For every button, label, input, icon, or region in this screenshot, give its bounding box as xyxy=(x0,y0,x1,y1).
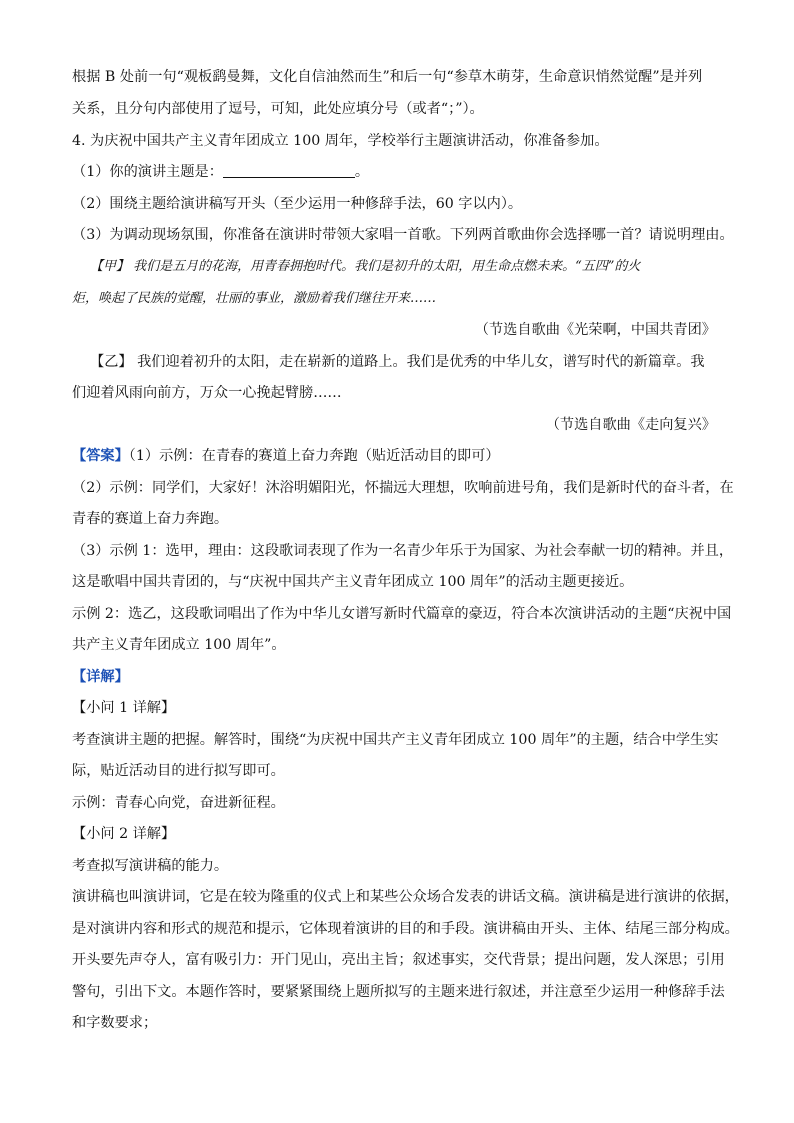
answer-text: 这是歌唱中国共青团的，与“庆祝中国共产主义青年团成立 100 周年”的活动主题更接近。 xyxy=(72,574,634,590)
answer-text: 青春的赛道上奋力奔跑。 xyxy=(72,511,229,527)
answer-line-1 xyxy=(72,446,722,466)
lyric-jia: 【甲】 我们是五月的花海，用青春拥抱时代。我们是初升的太阳，用生命点燃未来。“五四”的火 xyxy=(90,259,641,274)
answer-blank xyxy=(223,163,355,178)
answer-text: 示例 2：选乙，这段歌词唱出了作为中华儿女谱写新时代篇章的豪迈，符合本次演讲活动的主题“庆祝中国 xyxy=(72,606,732,622)
sub-question-2-heading: 【小问 2 详解】 xyxy=(72,826,176,842)
detail-tag: 【详解】 xyxy=(72,669,129,685)
question-4-part-1 xyxy=(72,162,722,182)
answer-text: （2）示例：同学们，大家好！沐浴明媚阳光，怀揣远大理想，吹响前进号角，我们是新时代的奋斗者，在 xyxy=(72,480,734,496)
text-line: 关系，且分句内部使用了逗号，可知，此处应填分号（或者“；”）。 xyxy=(72,101,484,117)
question-text: 。 xyxy=(354,164,370,180)
question-4-part-3: （3）为调动现场氛围，你准备在演讲时带领大家唱一首歌。下列两首歌曲你会选择哪一首？请说明理由。 xyxy=(72,227,734,243)
question-4-part-2: （2）围绕主题给演讲稿写开头（至少运用一种修辞手法，60 字以内）。 xyxy=(72,196,523,212)
explanation-text: 考查拟写演讲稿的能力。 xyxy=(72,858,229,874)
answer-text: （1）示例：在青春的赛道上奋力奔跑（贴近活动目的即可） xyxy=(128,448,500,464)
explanation-text: 考查演讲主题的把握。解答时，围绕“为庆祝中国共产主义青年团成立 100 周年”的主题，结合中学生实 xyxy=(72,732,719,748)
lyric-jia: 炬，唤起了民族的觉醒，壮丽的事业，激励着我们继往开来…… xyxy=(72,291,437,306)
answer-text: （3）示例 1：选甲，理由：这段歌词表现了作为一名青少年乐于为国家、为社会奉献一切的精神。并且， xyxy=(72,543,734,559)
answer-tag: 【答案】 xyxy=(72,448,129,464)
explanation-text: 是对演讲内容和形式的规范和提示，它体现着演讲的目的和手段。演讲稿由开头、主体、结尾三部分构成。 xyxy=(72,921,739,937)
lyric-yi: 【乙】 我们迎着初升的太阳，走在崭新的道路上。我们是优秀的中华儿女，谱写时代的新篇章。我 xyxy=(90,354,705,370)
question-4: 4. 为庆祝中国共产主义青年团成立 100 周年，学校举行主题演讲活动，你准备参加。 xyxy=(72,133,609,149)
explanation-text: 和字数要求； xyxy=(72,1015,158,1031)
explanation-text: 示例：青春心向党，奋进新征程。 xyxy=(72,795,285,811)
explanation-text: 演讲稿也叫演讲词，它是在较为隆重的仪式上和某些公众场合发表的讲话文稿。演讲稿是进行演讲的依据， xyxy=(72,889,739,905)
text-line: 根据 B 处前一句“观板鹞曼舞，文化自信油然而生”和后一句“参草木萌芽，生命意识悄然觉醒”是并列 xyxy=(72,69,703,85)
lyric-source: （节选自歌曲《光荣啊，中国共青团》 xyxy=(474,322,716,338)
question-text: （1）你的演讲主题是： xyxy=(72,164,223,180)
explanation-text: 警句，引出下文。本题作答时，要紧紧围绕上题所拟写的主题来进行叙述，并注意至少运用一种修辞手法 xyxy=(72,984,725,1000)
sub-question-1-heading: 【小问 1 详解】 xyxy=(72,700,176,716)
lyric-source: （节选自歌曲《走向复兴》 xyxy=(545,417,716,433)
answer-text: 共产主义青年团成立 100 周年”。 xyxy=(72,637,286,653)
lyric-yi: 们迎着风雨向前方，万众一心挽起臂膀…… xyxy=(72,385,342,401)
explanation-text: 开头要先声夺人，富有吸引力：开门见山，亮出主旨；叙述事实，交代背景；提出问题，发人深思；引用 xyxy=(72,952,725,968)
explanation-text: 际，贴近活动目的进行拟写即可。 xyxy=(72,763,285,779)
